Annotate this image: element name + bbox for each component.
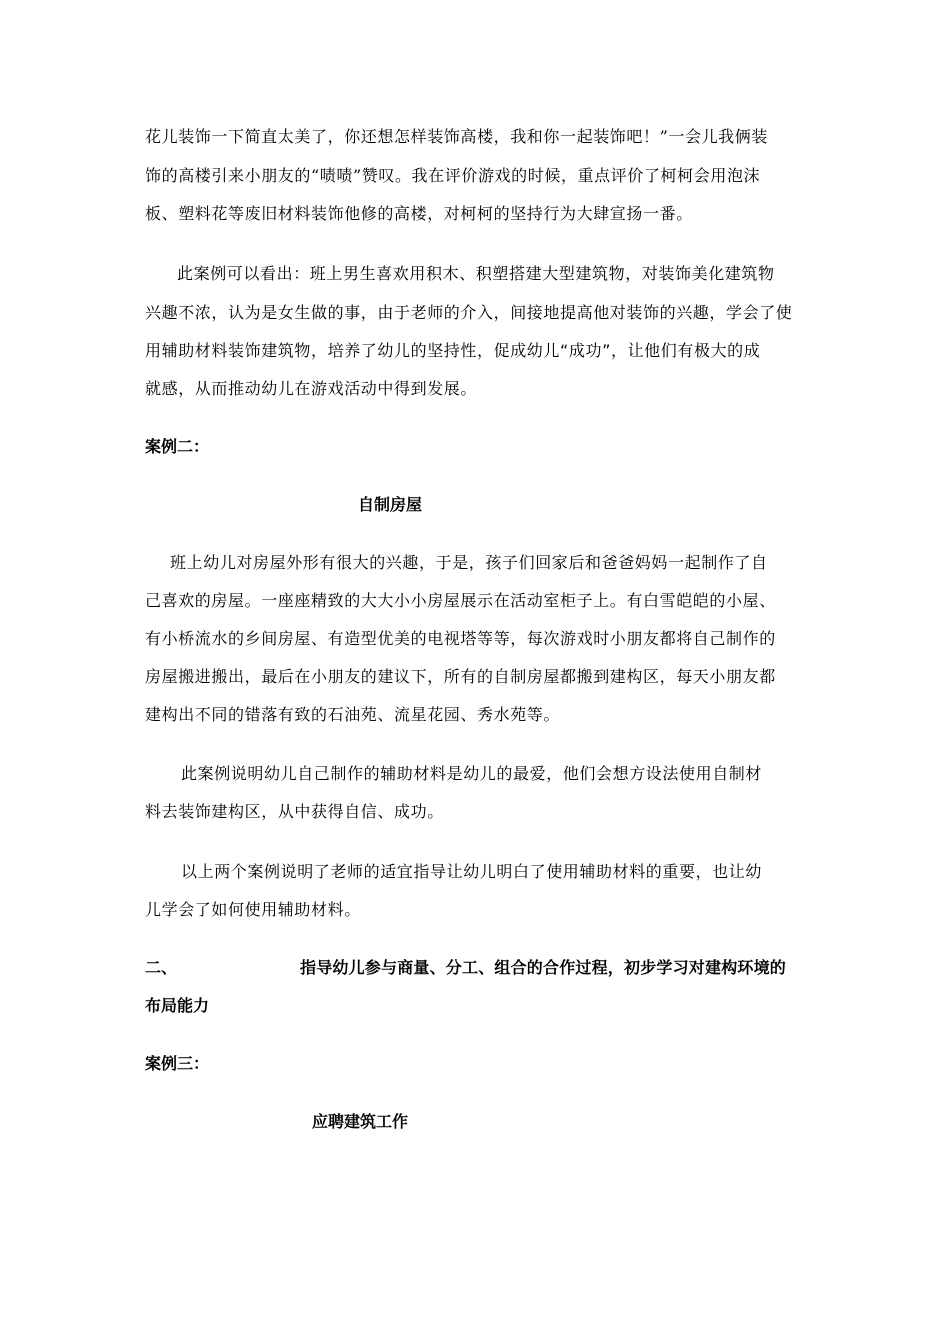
section-2-title-line-2: 布局能力 [145, 996, 210, 1015]
paragraph-1-line-3: 板、塑料花等废旧材料装饰他修的高楼，对柯柯的坚持行为大肆宣扬一番。 [145, 204, 693, 223]
paragraph-2-line-1: 此案例可以看出：班上男生喜欢用积木、积塑搭建大型建筑物，对装饰美化建筑物 [177, 264, 775, 283]
paragraph-3-line-4: 房屋搬进搬出，最后在小朋友的建议下，所有的自制房屋都搬到建构区，每天小朋友都 [145, 667, 776, 686]
case-3-title: 应聘建筑工作 [312, 1112, 409, 1131]
paragraph-1-line-1: 花儿装饰一下简直太美了，你还想怎样装饰高楼，我和你一起装饰吧！”一会儿我俩装 [145, 127, 768, 146]
paragraph-2-line-2: 兴趣不浓，认为是女生做的事，由于老师的介入，间接地提高他对装饰的兴趣，学会了使 [145, 303, 793, 322]
case-3-label: 案例三： [145, 1054, 210, 1073]
paragraph-2-line-4: 就感，从而推动幼儿在游戏活动中得到发展。 [145, 379, 478, 398]
section-2-number: 二、 [145, 958, 178, 977]
paragraph-3-line-3: 有小桥流水的乡间房屋、有造型优美的电视塔等等，每次游戏时小朋友都将自己制作的 [145, 629, 776, 648]
paragraph-1-line-2: 饰的高楼引来小朋友的“啧啧”赞叹。我在评价游戏的时候，重点评价了柯柯会用泡沫 [145, 166, 761, 185]
case-2-label: 案例二： [145, 437, 210, 456]
case-2-title: 自制房屋 [358, 495, 423, 514]
paragraph-4-line-2: 料去装饰建构区，从中获得自信、成功。 [145, 802, 444, 821]
paragraph-2-line-3: 用辅助材料装饰建筑物，培养了幼儿的坚持性，促成幼儿“成功”，让他们有极大的成 [145, 341, 761, 360]
paragraph-3-line-2: 己喜欢的房屋。一座座精致的大大小小房屋展示在活动室柜子上。有白雪皑皑的小屋、 [145, 591, 776, 610]
paragraph-3-line-1: 班上幼儿对房屋外形有很大的兴趣，于是，孩子们回家后和爸爸妈妈一起制作了自 [170, 553, 768, 572]
section-2-title-line-1: 指导幼儿参与商量、分工、组合的合作过程，初步学习对建构环境的 [300, 958, 787, 977]
paragraph-5-line-2: 儿学会了如何使用辅助材料。 [145, 900, 361, 919]
paragraph-5-line-1: 以上两个案例说明了老师的适宜指导让幼儿明白了使用辅助材料的重要，也让幼 [181, 862, 763, 881]
paragraph-3-line-5: 建构出不同的错落有致的石油苑、流星花园、秀水苑等。 [145, 705, 561, 724]
paragraph-4-line-1: 此案例说明幼儿自己制作的辅助材料是幼儿的最爱，他们会想方设法使用自制材 [181, 764, 763, 783]
